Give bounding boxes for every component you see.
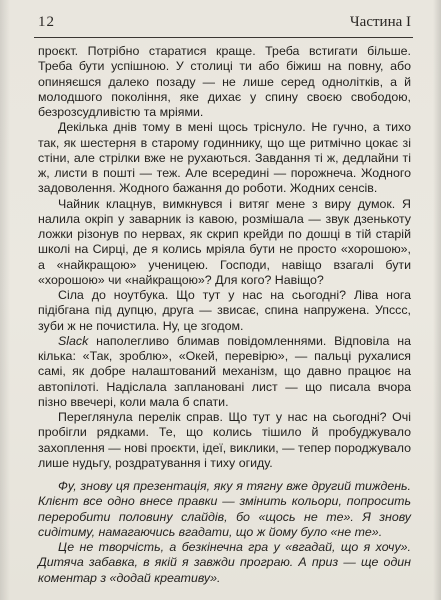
body-text [38, 44, 411, 586]
paragraph-8-italic: Це не творчість, а безкінечна гра у «вгадай, що я хочу». Дитяча забавка, в якій я завжди програю. А приз — ще один коментар з «додай креативу». [38, 540, 411, 585]
page-shadow-right [433, 0, 441, 600]
paragraph-6: Переглянула перелік справ. Що тут у нас на сьогодні? Очі пробігли рядками. Те, що колись тішило й пробуджувало захоплення — нові проєкти, ідеї, виклики, — тепер породжувало лише нудьгу, роздратування і тиху огиду. [38, 410, 411, 470]
paragraph-2: Декілька днів тому в мені щось тріснуло. Не гучно, а тихо так, як шестерня в старому годиннику, що ще ритмічно цокає зі стіни, але стрілки вже не рухаються. Завдання ті ж, дедлайни ті ж, листи в пошті — теж. Але всередині — порожнеча. Жодного задоволення. Жодного бажання до роботи. Жодних сенсів. [38, 120, 411, 196]
paragraph-3: Чайник клацнув, вимкнувся і витяг мене з виру думок. Я налила окріп у заварник із кавою, розмішала — звук дзенькоту ложки різонув по нервах, як скрип крейди по дошці в тій старій школі на Сирці, де я колись мріяла бути не просто «хорошою», а «найкращою» ученицею. Господи, навіщо взагалі бути «хорошою» чи «найкращою»? Для кого? Навіщо? [38, 196, 411, 287]
paragraph-5-rest: наполегливо блимав повідомленнями. Відповіла на кілька: «Так, зроблю», «Окей, перевірю», — пальці рухалися самі, як добре налаштований механізм, що давно працює на автопілоті. Надіслала заплановані лист — що писала вчора пізно ввечері, коли мала б спати. [38, 333, 411, 409]
paragraph-5 [38, 334, 411, 410]
paragraph-1: проєкт. Потрібно старатися краще. Треба встигати більше. Треба бути успішною. У столиці ти або біжиш на повну, або опиняєшся далеко позаду — не лише серед однолітків, а й молодшого покоління, яке дихає у спину своєю свободою, безрозсудливістю та мріями. [38, 44, 411, 119]
section-title: Частина І [349, 14, 411, 30]
page-shadow-left [0, 0, 10, 600]
header-rule [34, 37, 413, 38]
page-header [38, 14, 411, 36]
slack-name: Slack [58, 333, 89, 348]
page-number: 12 [38, 14, 55, 30]
paragraph-7-italic: Фу, знову ця презентація, яку я тягну вже другий тиждень. Клієнт все одно внесе правки — змінить кольори, попросить переробити половину слайдів, бо «щось не те». Я знову сидітиму, намагаючись вгадати, що ж йому було «не те». [38, 479, 411, 539]
paragraph-4: Сіла до ноутбука. Що тут у нас на сьогодні? Ліва нога підібгана під дупцю, друга — звисає, спина напружена. Упссс, зуби ж не почистила. Ну, це згодом. [38, 288, 411, 333]
